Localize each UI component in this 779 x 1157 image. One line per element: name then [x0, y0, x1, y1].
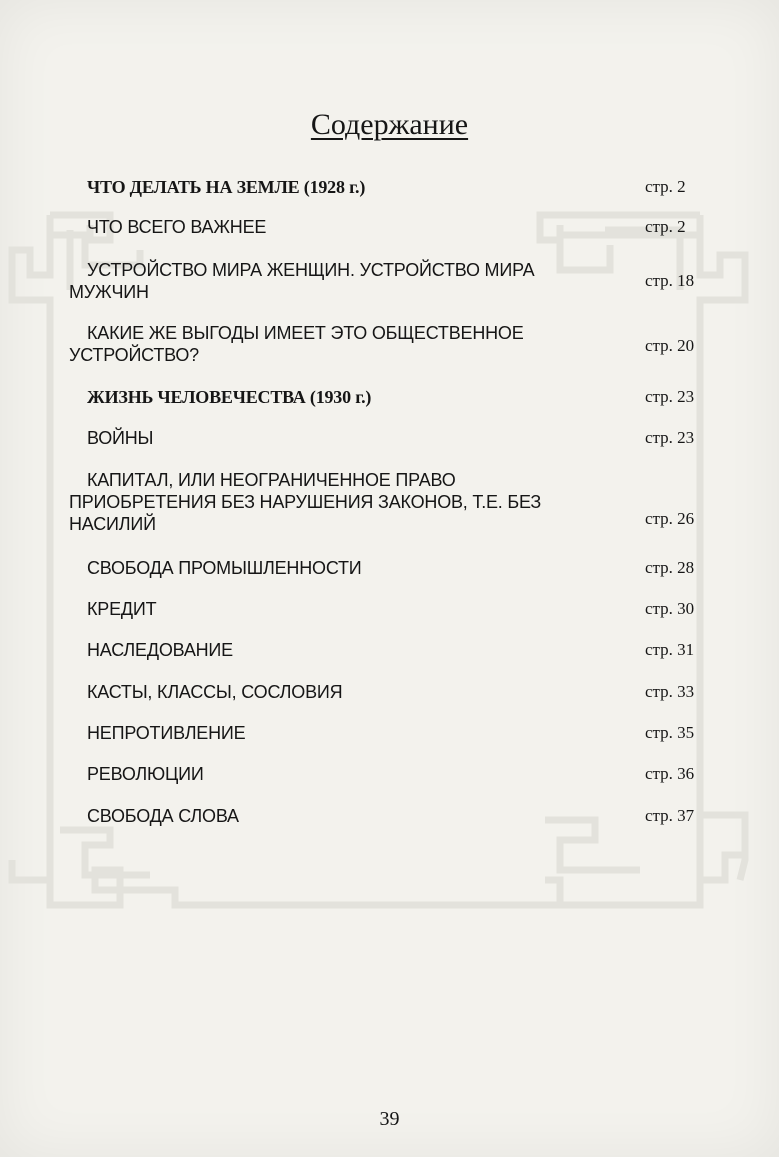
toc-entry-title: ЧТО ВСЕГО ВАЖНЕЕ — [87, 217, 267, 237]
toc-entry-page: стр. 23 — [645, 428, 695, 447]
toc-entry-page: стр. 23 — [645, 387, 695, 406]
toc-entry-page: стр. 36 — [645, 764, 695, 783]
toc-entry-title: ВОЙНЫ — [87, 428, 154, 448]
toc-entry-page: стр. 37 — [645, 806, 695, 825]
toc-entry-page: стр. 31 — [645, 640, 695, 659]
page-number: 39 — [379, 1108, 400, 1130]
toc-entry-title: ЧТО ДЕЛАТЬ НА ЗЕМЛЕ (1928 г.) — [87, 177, 366, 197]
toc-entry-page: стр. 33 — [645, 682, 695, 701]
toc-entry-page: стр. 2 — [645, 177, 686, 196]
toc-entry-title: КАСТЫ, КЛАССЫ, СОСЛОВИЯ — [87, 682, 343, 702]
toc-entry-title: УСТРОЙСТВО МИРА ЖЕНЩИН. УСТРОЙСТВО МИРА МУЖЧИН — [69, 260, 535, 302]
toc-entry-title: ЖИЗНЬ ЧЕЛОВЕЧЕСТВА (1930 г.) — [87, 387, 372, 407]
toc-entry-page: стр. 28 — [645, 558, 695, 577]
toc-entry-page: стр. 18 — [645, 271, 695, 290]
toc-entry-title: НЕПРОТИВЛЕНИЕ — [87, 723, 246, 743]
toc-entry-page: стр. 30 — [645, 599, 695, 618]
toc-entry-page: стр. 2 — [645, 217, 686, 236]
toc-entry-title: НАСЛЕДОВАНИЕ — [87, 640, 233, 660]
toc-entry-page: стр. 20 — [645, 336, 695, 355]
page-title: Содержание — [310, 108, 469, 141]
toc-entry-page: стр. 35 — [645, 723, 695, 742]
toc-entry-page: стр. 26 — [645, 509, 695, 528]
toc-entry-title: СВОБОДА СЛОВА — [87, 806, 239, 826]
toc-entry-title: РЕВОЛЮЦИИ — [87, 764, 204, 784]
toc-entry-title: КАКИЕ ЖЕ ВЫГОДЫ ИМЕЕТ ЭТО ОБЩЕСТВЕННОЕ УСТРОЙСТВО? — [69, 323, 524, 365]
toc-entry-title: КРЕДИТ — [87, 599, 157, 619]
toc-entry-title: СВОБОДА ПРОМЫШЛЕННОСТИ — [87, 558, 362, 578]
toc-entry-title: КАПИТАЛ, ИЛИ НЕОГРАНИЧЕННОЕ ПРАВО ПРИОБРЕТЕНИЯ БЕЗ НАРУШЕНИЯ ЗАКОНОВ, Т.Е. БЕЗ НАСИЛИЙ — [69, 470, 542, 534]
